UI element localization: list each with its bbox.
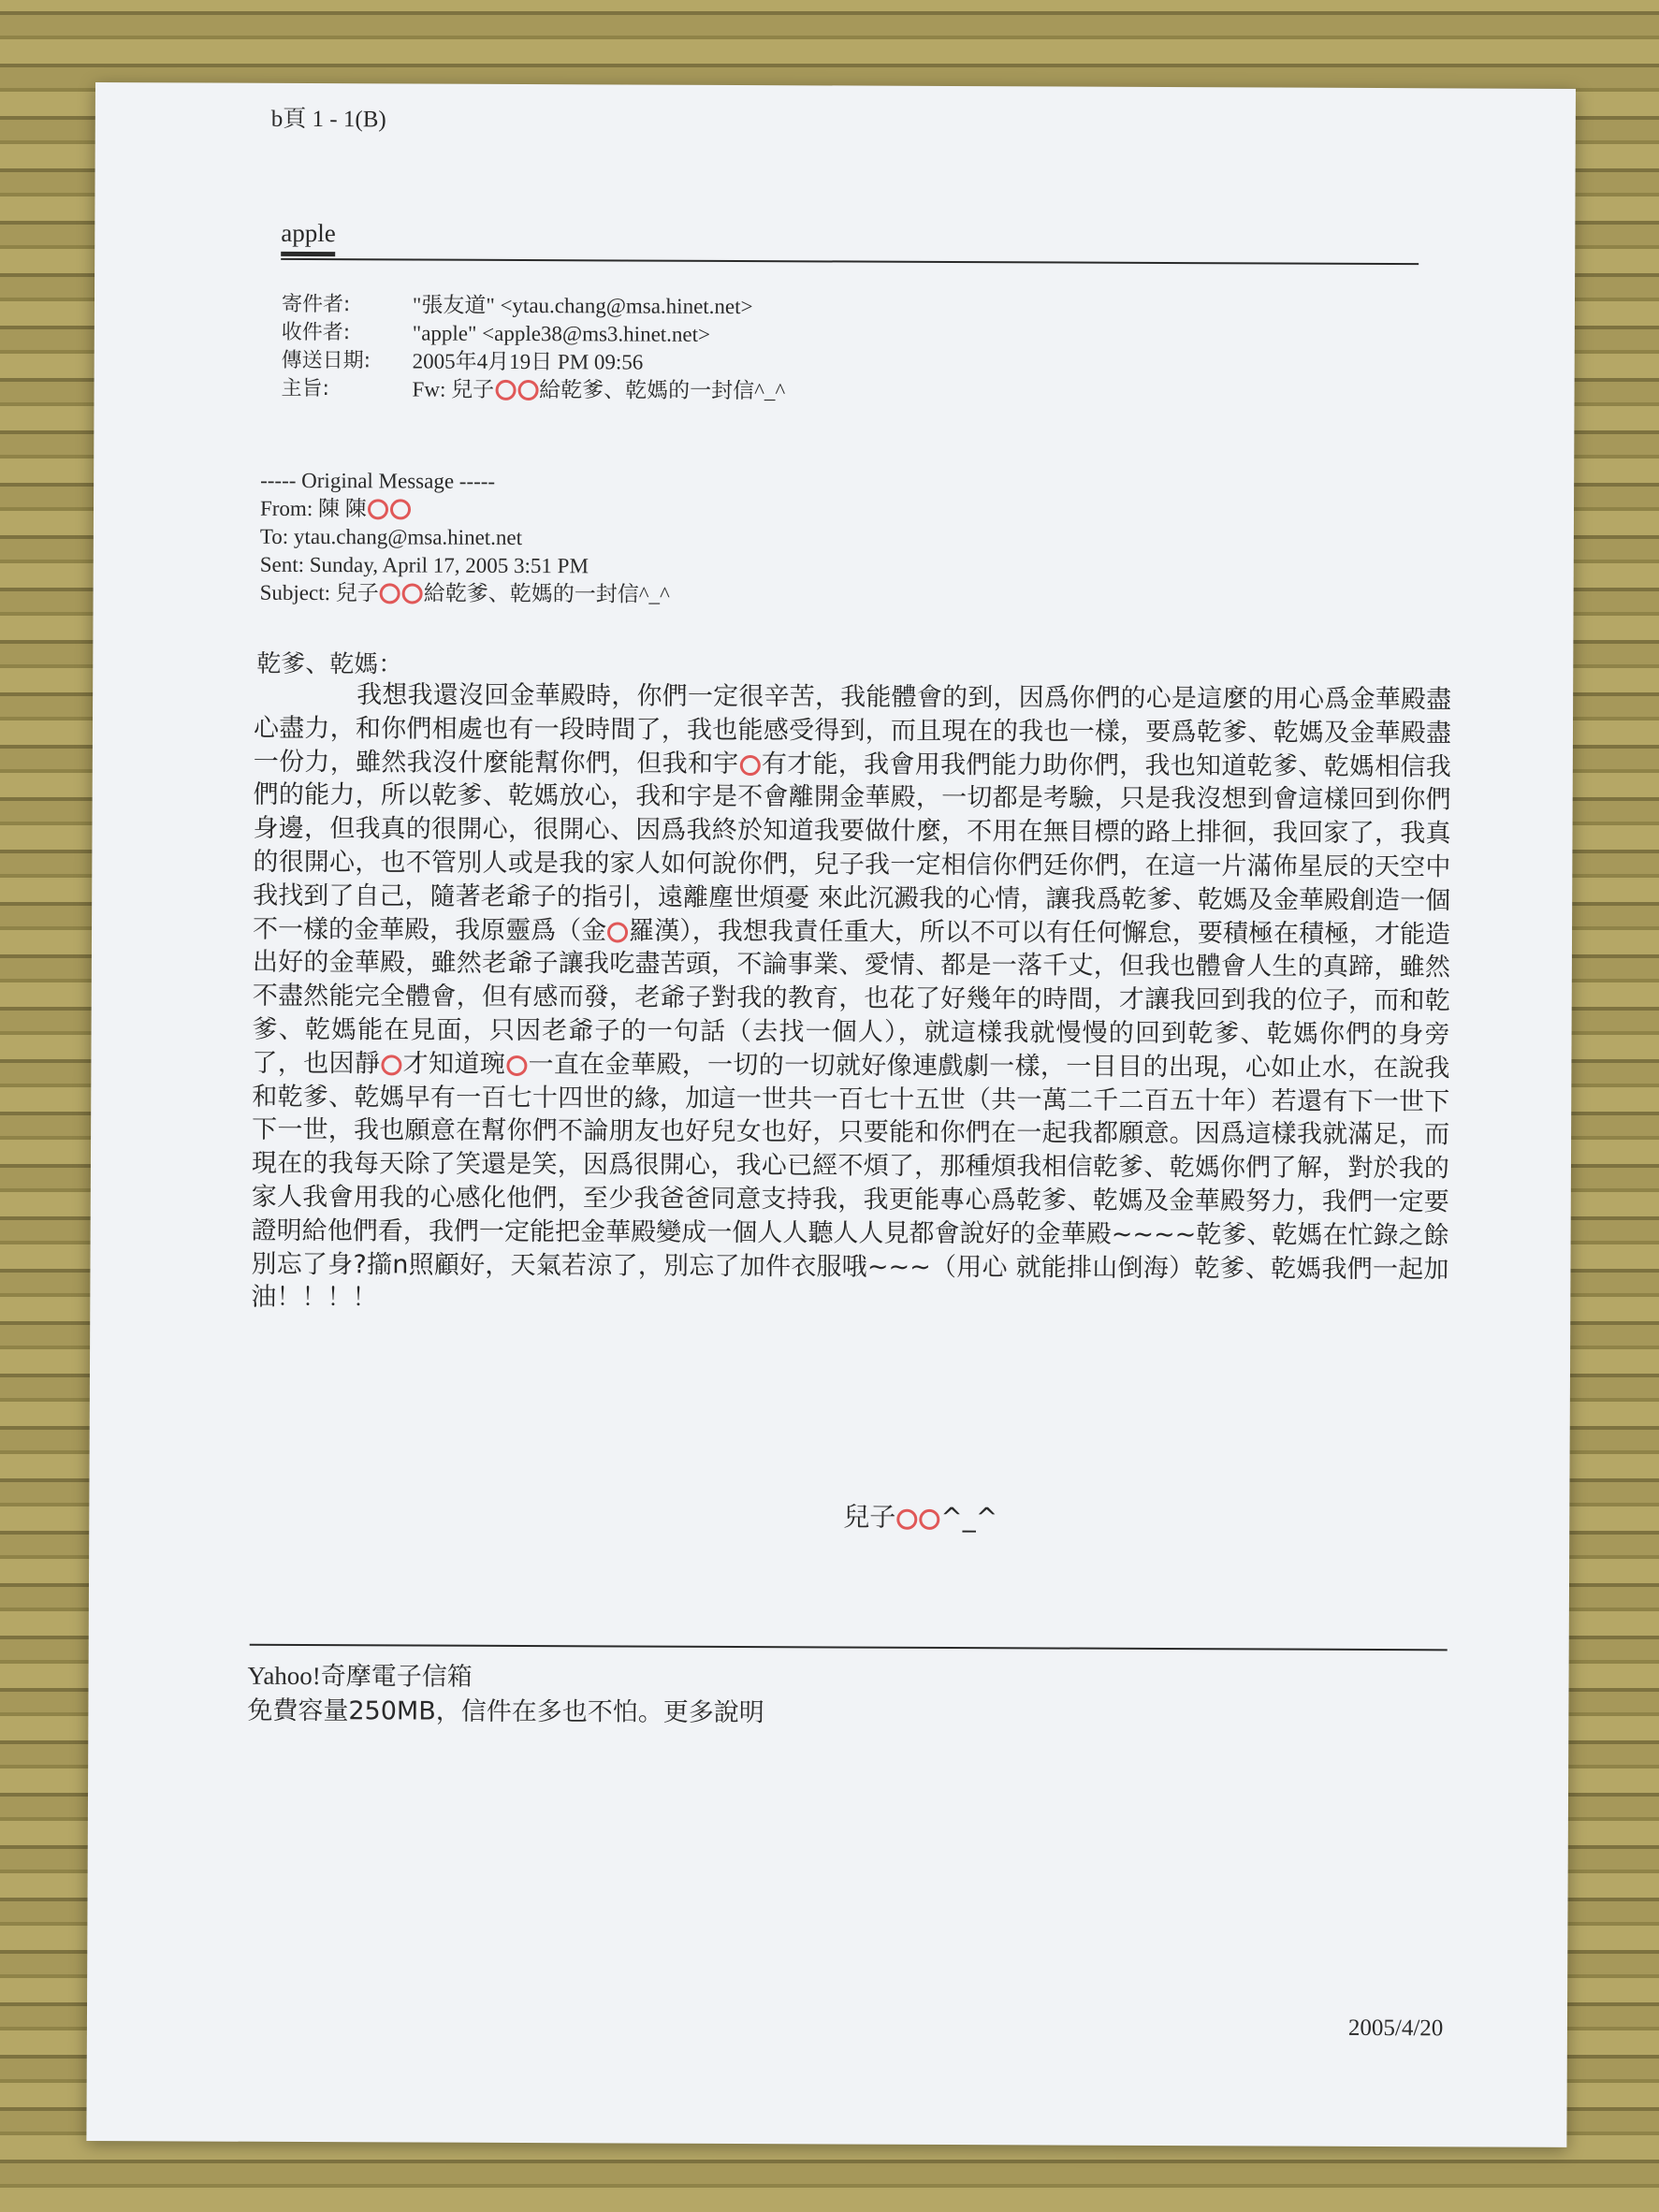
original-to: To: ytau.chang@msa.hinet.net (259, 524, 523, 549)
header-divider (281, 258, 1419, 265)
header-label: 主旨: (281, 376, 330, 401)
redaction-circle-icon (896, 1509, 917, 1530)
body-text-part: 才知道琬 (402, 1049, 506, 1079)
mail-footer (247, 1658, 764, 1731)
redaction-circle-icon (517, 380, 538, 400)
signoff-text: 兒子 (843, 1501, 896, 1533)
subject-prefix: Fw: 兒子 (412, 377, 495, 401)
original-from (260, 495, 670, 525)
redaction-circle-icon (506, 1055, 527, 1076)
redaction-circle-icon (381, 1055, 401, 1075)
from-text: From: 陳 陳 (259, 496, 367, 521)
redaction-circle-icon (390, 499, 411, 519)
header-label: 寄件者: (281, 292, 351, 317)
redaction-circle-icon (740, 755, 761, 776)
letter-paragraph (251, 678, 1451, 1320)
header-row-to (282, 319, 786, 349)
letter-body (251, 678, 1451, 1320)
header-value: 2005年4月19日 PM 09:56 (412, 349, 644, 374)
header-row-subject (282, 375, 786, 405)
original-sent: Sent: Sunday, April 17, 2005 3:51 PM (259, 552, 589, 578)
header-label: 收件者: (281, 320, 351, 345)
letter-signoff (843, 1497, 997, 1535)
header-row-from (282, 291, 786, 321)
footer-promo-line: 免費容量250MB，信件在多也不怕。更多說明 (247, 1695, 764, 1728)
print-date: 2005/4/20 (1347, 2015, 1444, 2042)
subject-suffix: 給乾爹、乾媽的一封信^_^ (539, 378, 786, 403)
redaction-circle-icon (380, 583, 400, 604)
body-text-part: 羅漢），我想我責任重大，所以不可以有任何懈怠，要積極在積極，才能造出好的金華殿，雖然老爺子讓我吃盡苦頭，不論事業、愛情、都是一落千丈，但我也體會人生的真蹄，雖然不盡然能完全體會，但有感而發，老爺子對我的教育，也花了好幾年的時間，才讓我回到我的位子，而和乾爹、乾媽能在見面，只因老爺子的一句話（去找一個人），就這樣我就慢慢的回到乾爹、乾媽你們的身旁了，也因靜 (252, 916, 1451, 1079)
header-row-date (282, 347, 786, 377)
redaction-circle-icon (402, 583, 423, 604)
original-subject (260, 579, 670, 609)
redaction-circle-icon (607, 922, 628, 942)
page-label: b頁 1 - 1(B) (270, 106, 386, 133)
body-text-part: 一直在金華殿，一切的一切就好像連戲劇一樣，一目目的出現，心如止水，在說我和乾爹、乾媽早有一百七十四世的緣，加這一世共一百七十五世（共一萬二千二百五十年）若還有下一世下下一世，我也願意在幫你們不論朋友也好兒女也好，只要能和你們在一起我都願意。因爲這樣我就滿足，而現在的我每天除了笑還是笑，因爲很開心，我心已經不煩了，那種煩我相信乾爹、乾媽你們了解，對於我的家人我會用我的心感化他們，至少我爸爸同意支持我，我更能專心爲乾爹、乾媽及金華殿努力，我們一定要證明給他們看，我們一定能把金華殿變成一個人人聽人人見都會說好的金華殿~~~~乾爹、乾媽在忙錄之餘別忘了身?擶n照顧好，天氣若涼了，別忘了加件衣服哦~~~（用心 就能排山倒海）乾爹、乾媽我們一起加油！！！！ (251, 1049, 1450, 1313)
subject-suffix: 給乾爹、乾媽的一封信^_^ (423, 581, 670, 606)
letter-greeting: 乾爹、乾媽： (256, 649, 403, 679)
document-title: apple (281, 218, 336, 248)
footer-brand-line: Yahoo!奇摩電子信箱 (247, 1661, 473, 1691)
email-header-table (282, 291, 786, 405)
header-label: 傳送日期: (281, 348, 371, 373)
original-message-block (260, 467, 671, 609)
redaction-circle-icon (495, 380, 516, 400)
original-separator: ----- Original Message ----- (260, 468, 496, 493)
header-value: "apple" <apple38@ms3.hinet.net> (412, 321, 711, 346)
redaction-circle-icon (919, 1509, 939, 1530)
header-value: "張友道" <ytau.chang@msa.hinet.net> (412, 293, 753, 319)
body-text-part: 我想我還沒回金華殿時，你們一定很辛苦，我能體會的到，因爲你們的心是這麼的用心爲金華殿盡心盡力，和你們相處也有一段時間了，我也能感受得到，而且現在的我也一樣，要爲乾爹、乾媽及金華殿盡一份力，雖然我沒什麼能幫你們，但我和宇 (253, 680, 1452, 779)
signoff-emoticon: ^_^ (940, 1501, 998, 1534)
title-underline (281, 252, 335, 256)
redaction-circle-icon (368, 499, 388, 519)
header-value (413, 375, 786, 405)
printed-email-page (86, 82, 1576, 2147)
body-text-part: 有才能，我會用我們能力助你們，我也知道乾爹、乾媽相信我們的能力，所以乾爹、乾媽放心，我和宇是不會離開金華殿，一切都是考驗，只是我沒想到會這樣回到你們身邊，但我真的很開心，很開心、因爲我終於知道我要做什麼，不用在無目標的路上排徊，我回家了，我真的很開心，也不管別人或是我的家人如何說你們，兒子我一定相信你們廷你們，在這一片滿佈星辰的天空中 我找到了自己，隨著老爺子的指引，遠離塵世煩憂 來此沉澱我的心情，讓我爲乾爹、乾媽及金華殿創造一個不一樣的金華殿，我原靈爲（金 (252, 749, 1451, 945)
subject-prefix: Subject: 兒子 (259, 580, 379, 605)
footer-divider (250, 1644, 1448, 1652)
